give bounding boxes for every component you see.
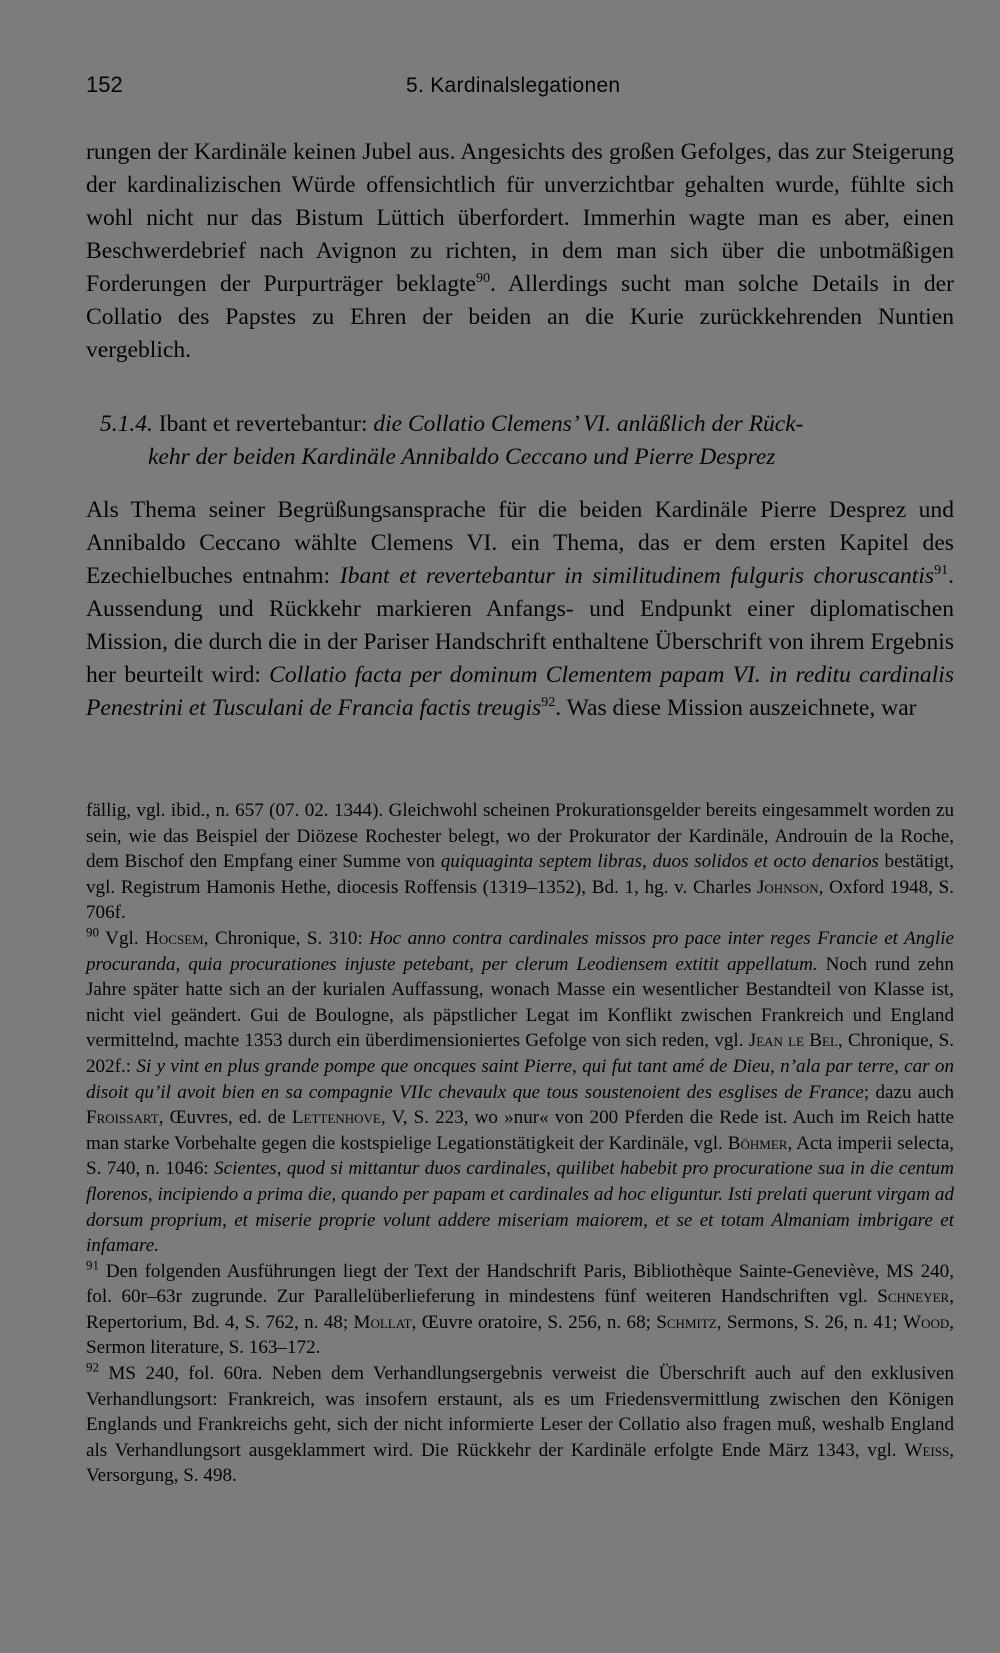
paragraph-2: Als Thema seiner Begrüßungsansprache für die beiden Kardinäle Pierre Desprez und Annibaldo Ceccano wählte Clemens VI. ein Thema, das er dem ersten Kapitel des Ezechielbuches entnahm: Ibant et revertebantur in similitudinem fulguris choruscantis$^{91}$. Aussendung und Rückkehr markieren Anfangs- und Endpunkt einer diplomatischen Mission, die durch die in der Pariser Handschrift enthaltene Überschrift von ihrem Ergebnis her beurteilt wird: Collatio facta per dominum Clementem papam VI. in reditu cardinalis Penestrini et Tusculani de Francia factis treugis$^{92}$. Was diese Mission auszeichnete, war <box>86 497 954 721</box>
section-title-italic-2: kehr der beiden Kardinäle Annibaldo Ceccano und Pierre Desprez <box>148 444 776 470</box>
page-number: 152 <box>86 72 123 97</box>
footnote-92: $^{92}$ MS 240, fol. 60ra. Neben dem Verhandlungsergebnis verweist die Überschrift auch auf den exklusiven Verhandlungsort: Frankreich, was insofern erstaunt, als es um Friedensvermittlung zwischen den Königen Englands und Frankreichs geht, sich der nicht informierte Leser der Collatio also fragen muß, weshalb England als Verhandlungsort ausgeklammert wird. Die Rückkehr der Kardinäle erfolgte Ende März 1343, vgl. Weiss, Versorgung, S. 498. <box>86 1359 954 1487</box>
page-header <box>86 72 954 112</box>
section-title-roman: Ibant et revertebantur: <box>158 411 368 437</box>
footnote-90: $^{90}$ Vgl. Hocsem, Chronique, S. 310: Hoc anno contra cardinales missos pro pace inter reges Francie et Anglie procuranda, quia procurationes injuste petebant, per clerum Leodiensem extitit appellatum. Noch rund zehn Jahre später hatte sich an der kurialen Auffassung, wonach Masse ein wesentlicher Bestandteil von Klasse ist, nicht viel geändert. Gui de Boulogne, als päpstlicher Legat im Konflikt zwischen Frankreich und England vermittelnd, machte 1353 durch ein überdimensioniertes Gefolge von sich reden, vgl. Jean le Bel, Chronique, S. 202f.: Si y vint en plus grande pompe que oncques saint Pierre, qui fut tant amé de Dieu, n’ala par terre, car on disoit qu’il avoit bien en sa compagnie VIIc chevaulx que tous soustenoient des esglises de France; dazu auch Froissart, Œuvres, ed. de Lettenhove, V, S. 223, wo »nur« von 200 Pferden die Rede ist. Auch im Reich hatte man starke Vorbehalte gegen die kostspielige Legationstätigkeit der Kardinäle, vgl. Böhmer, Acta imperii selecta, S. 740, n. 1046: Scientes, quod si mittantur duos cardinales, quilibet habebit pro procuratione sua in die centum florenos, incipiendo a prima die, quando per papam et cardinales ad hoc eliguntur. Isti prelati querunt virgam ad dorsum proprium, et miserie proprie volunt addere miseriam maiorem, et se et totam Almaniam imbrigare et infamare. <box>86 924 955 1257</box>
section-heading <box>100 408 940 474</box>
footnotes <box>86 798 954 1489</box>
footnote-ref-92[interactable]: 92 <box>541 695 556 711</box>
footnote-89-continuation: fällig, vgl. ibid., n. 657 (07. 02. 1344). Gleichwohl scheinen Prokurationsgelder bereits eingesammelt worden zu sein, wie das Beispiel der Diözese Rochester belegt, wo der Prokurator der Kardinäle, Androuin de la Roche, dem Bischof den Empfang einer Summe von quiquaginta septem libras, duos solidos et octo denarios bestätigt, vgl. Registrum Hamonis Hethe, diocesis Roffensis (1319–1352), Bd. 1, hg. v. Charles Johnson, Oxford 1948, S. 706f. <box>86 800 954 924</box>
running-head: 5. Kardinalslegationen <box>406 74 621 97</box>
paragraph-1: rungen der Kardinäle keinen Jubel aus. Angesichts des großen Gefolges, das zur Steigerung der kardinalizischen Würde offensichtlich für unverzichtbar gehalten wurde, fühlte sich wohl nicht nur das Bistum Lüttich überfordert. Immerhin wagte man es aber, einen Beschwerdebrief nach Avignon zu richten, in dem man sich über die unbotmäßigen Forderungen der Purpurträger beklagte$^{90}$. Allerdings sucht man solche Details in der Collatio des Papstes zu Ehren der beiden an die Kurie zurückkehrenden Nuntien vergeblich. <box>86 139 954 363</box>
footnote-ref-91[interactable]: 91 <box>934 563 949 579</box>
footnote-number: 90 <box>86 924 99 940</box>
footnote-number: 91 <box>86 1257 99 1273</box>
footnote-ref-90[interactable]: 90 <box>476 271 491 287</box>
section-title-italic: die Collatio Clemens’ VI. anläßlich der Rück- <box>373 411 804 437</box>
footnote-91: $^{91}$ Den folgenden Ausführungen liegt der Text der Handschrift Paris, Bibliothèque Sainte-Geneviève, MS 240, fol. 60r–63r zugrunde. Zur Parallelüberlieferung in mindestens fünf weiteren Handschriften vgl. Schneyer, Repertorium, Bd. 4, S. 762, n. 48; Mollat, Œuvre oratoire, S. 256, n. 68; Schmitz, Sermons, S. 26, n. 41; Wood, Sermon literature, S. 163–172. <box>86 1257 955 1359</box>
footnote-number: 92 <box>86 1359 99 1375</box>
section-number: 5.1.4. <box>100 411 153 437</box>
